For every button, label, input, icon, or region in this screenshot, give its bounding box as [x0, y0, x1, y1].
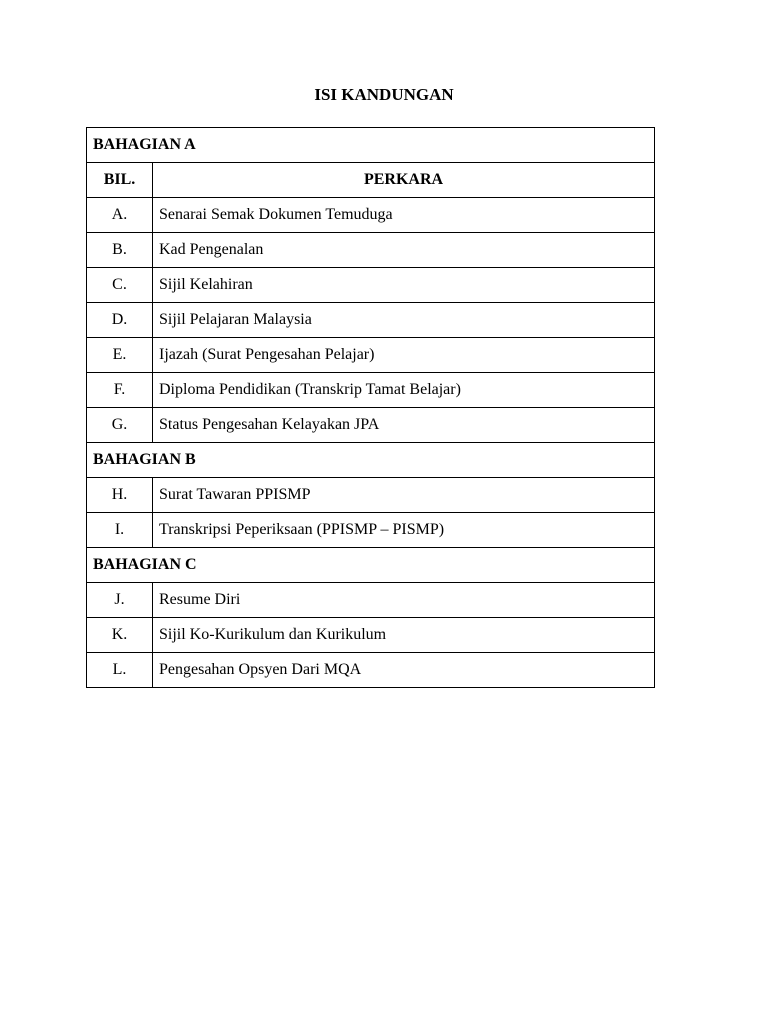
table-row	[87, 513, 655, 548]
row-number: L.	[87, 653, 153, 688]
row-item: Senarai Semak Dokumen Temuduga	[153, 198, 655, 233]
section-row-c	[87, 548, 655, 583]
row-item: Diploma Pendidikan (Transkrip Tamat Belajar)	[153, 373, 655, 408]
section-row-a	[87, 128, 655, 163]
table-row	[87, 618, 655, 653]
row-number: E.	[87, 338, 153, 373]
row-number: K.	[87, 618, 153, 653]
row-item: Resume Diri	[153, 583, 655, 618]
row-item: Kad Pengenalan	[153, 233, 655, 268]
section-heading: BAHAGIAN B	[87, 443, 655, 478]
row-number: B.	[87, 233, 153, 268]
row-item: Sijil Kelahiran	[153, 268, 655, 303]
section-row-b	[87, 443, 655, 478]
row-number: A.	[87, 198, 153, 233]
row-number: G.	[87, 408, 153, 443]
row-item: Pengesahan Opsyen Dari MQA	[153, 653, 655, 688]
table-row	[87, 338, 655, 373]
column-header-perkara: PERKARA	[153, 163, 655, 198]
table-row	[87, 408, 655, 443]
table-row	[87, 303, 655, 338]
column-header-row	[87, 163, 655, 198]
page-title: ISI KANDUNGAN	[314, 85, 454, 104]
table-row	[87, 233, 655, 268]
row-item: Ijazah (Surat Pengesahan Pelajar)	[153, 338, 655, 373]
table-row	[87, 583, 655, 618]
row-number: H.	[87, 478, 153, 513]
row-item: Transkripsi Peperiksaan (PPISMP – PISMP)	[153, 513, 655, 548]
row-number: C.	[87, 268, 153, 303]
row-item: Surat Tawaran PPISMP	[153, 478, 655, 513]
row-number: F.	[87, 373, 153, 408]
table-row	[87, 653, 655, 688]
contents-table	[86, 127, 655, 688]
table-row	[87, 373, 655, 408]
table-row	[87, 478, 655, 513]
section-heading: BAHAGIAN A	[87, 128, 655, 163]
row-item: Status Pengesahan Kelayakan JPA	[153, 408, 655, 443]
row-item: Sijil Pelajaran Malaysia	[153, 303, 655, 338]
column-header-bil: BIL.	[87, 163, 153, 198]
row-number: D.	[87, 303, 153, 338]
section-heading: BAHAGIAN C	[87, 548, 655, 583]
table-row	[87, 198, 655, 233]
row-item: Sijil Ko-Kurikulum dan Kurikulum	[153, 618, 655, 653]
row-number: J.	[87, 583, 153, 618]
row-number: I.	[87, 513, 153, 548]
table-row	[87, 268, 655, 303]
